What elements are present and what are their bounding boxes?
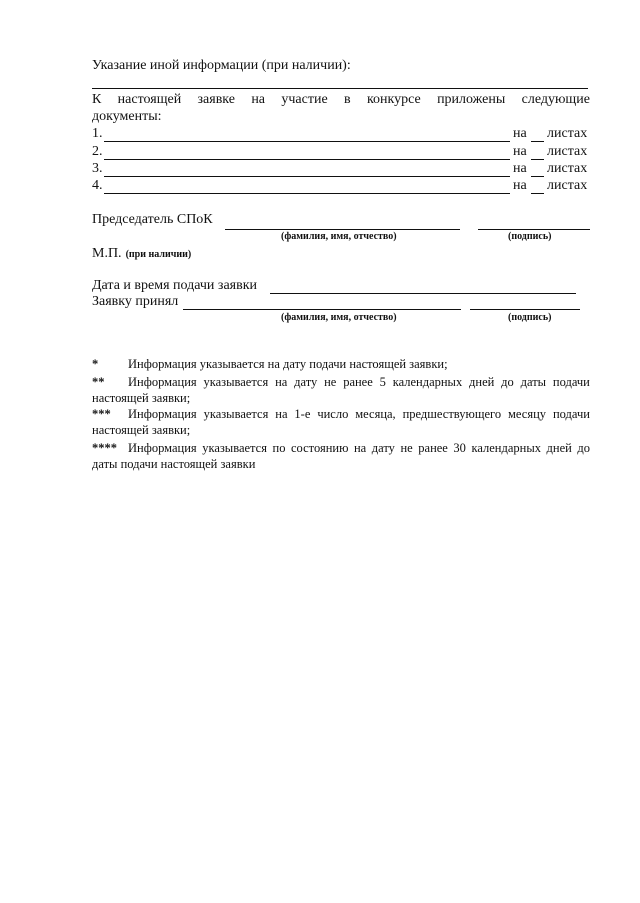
footnote-line1 <box>128 374 590 390</box>
footnote <box>92 356 590 372</box>
intro-word: заявке <box>197 92 235 107</box>
footnote-word: ранее <box>418 441 448 455</box>
footnote-word: дней <box>469 375 495 389</box>
intro-word: участие <box>281 92 328 107</box>
other-info-blank-line <box>92 88 588 89</box>
attachment-sheet-count-line <box>531 141 544 142</box>
footnote-line1 <box>128 406 590 422</box>
footnote-word: подачи <box>552 375 590 389</box>
footnote-word: дней <box>546 441 572 455</box>
footnote-word: до <box>577 441 590 455</box>
footnote-word: не <box>400 441 413 455</box>
attachment-sheet-count-line <box>531 176 544 177</box>
attachment-number: 1. <box>92 126 103 141</box>
footnote-word: предшествующего <box>402 407 502 421</box>
footnote <box>92 374 590 406</box>
footnote-word: ранее <box>343 375 373 389</box>
accepted-sign-caption: (подпись) <box>508 312 552 323</box>
mp-block <box>92 244 191 262</box>
submission-date-line <box>270 293 576 294</box>
footnote-word: даты <box>520 375 547 389</box>
footnote-word: Информация <box>128 441 197 455</box>
footnote-line2: даты подачи настоящей заявки <box>92 457 256 471</box>
intro-word: конкурсе <box>366 92 421 107</box>
other-info-heading: Указание иной информации (при наличии): <box>92 58 351 73</box>
attachment-name-line <box>104 193 510 194</box>
attachment-na-label: на <box>513 178 527 193</box>
attachment-sheets-label: листах <box>547 161 588 176</box>
footnote-mark: ** <box>92 375 105 389</box>
footnote-word: указывается <box>202 441 267 455</box>
attachment-sheet-count-line <box>531 159 544 160</box>
attachment-number: 3. <box>92 161 103 176</box>
footnote-mark: **** <box>92 441 117 455</box>
footnote-word: Информация <box>128 407 197 421</box>
attachment-sheets-label: листах <box>547 144 588 159</box>
chairman-sign-line <box>478 229 590 230</box>
footnote-word: подачи <box>552 407 590 421</box>
chairman-sign-caption: (подпись) <box>508 231 552 242</box>
footnote-word: на <box>353 441 367 455</box>
footnote-word: дату <box>371 441 395 455</box>
chairman-fio-caption: (фамилия, имя, отчество) <box>281 231 397 242</box>
footnote-line1 <box>128 356 590 372</box>
intro-word: на <box>251 92 266 107</box>
accepted-fio-caption: (фамилия, имя, отчество) <box>281 312 397 323</box>
footnote-word: указывается <box>203 407 269 421</box>
footnote-word: число <box>317 407 349 421</box>
attachment-name-line <box>104 159 510 160</box>
footnote-word: календарных <box>392 375 463 389</box>
attachment-sheet-count-line <box>531 193 544 194</box>
attachment-number: 2. <box>92 144 103 159</box>
mp-label: М.П. <box>92 246 122 261</box>
attachments-intro-line2: документы: <box>92 109 162 124</box>
footnote-word: месяцу <box>508 407 547 421</box>
footnote-word: 1-е <box>294 407 311 421</box>
footnote-line2: настоящей заявки; <box>92 391 191 405</box>
submission-date-label: Дата и время подачи заявки <box>92 278 258 293</box>
intro-word: в <box>343 92 351 107</box>
footnote-word: 5 <box>379 375 386 389</box>
attachment-sheets-label: листах <box>547 126 588 141</box>
footnote-word: на <box>275 375 288 389</box>
footnote-line1 <box>128 440 590 456</box>
footnote <box>92 406 590 438</box>
footnote <box>92 440 590 472</box>
footnote-line2: настоящей заявки; <box>92 423 191 437</box>
attachment-na-label: на <box>513 126 527 141</box>
footnote-word: Информация <box>128 375 197 389</box>
chairman-fio-line <box>225 229 460 230</box>
footnote-word: 30 <box>453 441 466 455</box>
footnote-word: по <box>272 441 286 455</box>
footnote-word: не <box>324 375 337 389</box>
intro-word: настоящей <box>117 92 182 107</box>
intro-word: К <box>92 92 102 107</box>
accepted-by-label: Заявку принял <box>92 294 179 309</box>
intro-word: приложены <box>437 92 506 107</box>
attachment-na-label: на <box>513 161 527 176</box>
footnote-word: указывается <box>203 375 269 389</box>
attachment-sheets-label: листах <box>547 178 588 193</box>
intro-word: следующие <box>521 92 590 107</box>
attachment-name-line <box>104 141 510 142</box>
footnote-word: состоянию <box>291 441 349 455</box>
attachments-intro-line1 <box>92 92 590 108</box>
footnote-word: до <box>501 375 514 389</box>
footnote-word: месяца, <box>355 407 396 421</box>
accepted-sign-line <box>470 309 580 310</box>
footnote-mark: *** <box>92 407 111 421</box>
accepted-fio-line <box>183 309 461 310</box>
chairman-label: Председатель СПоК <box>92 212 213 227</box>
footnote-word: календарных <box>471 441 541 455</box>
attachment-number: 4. <box>92 178 103 193</box>
footnote-word: Информация указывается на дату подачи настоящей заявки; <box>128 357 448 371</box>
attachment-na-label: на <box>513 144 527 159</box>
footnote-word: дату <box>294 375 318 389</box>
mp-note: (при наличии) <box>125 249 192 260</box>
footnote-word: на <box>275 407 288 421</box>
footnote-mark: * <box>92 357 99 371</box>
attachment-name-line <box>104 176 510 177</box>
